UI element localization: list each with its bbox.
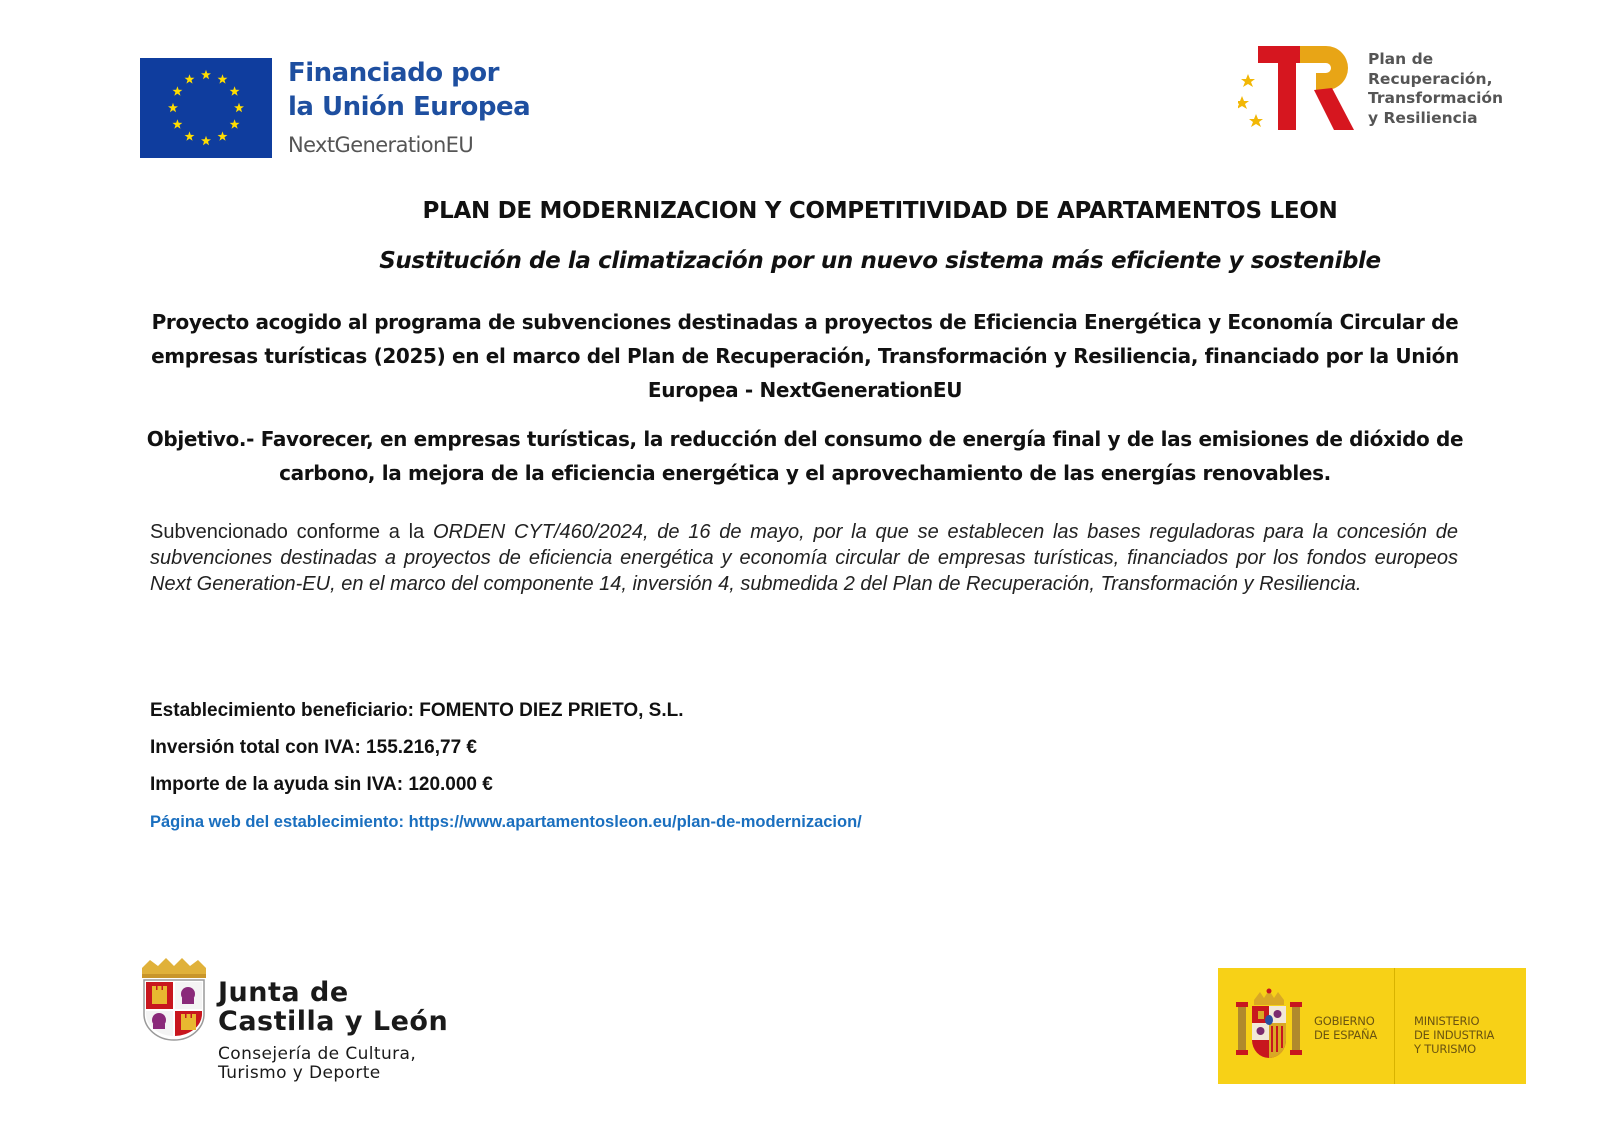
junta-castilla-leon-logo: [138, 956, 478, 1086]
importe-line: Importe de la ayuda sin IVA: 120.000 €: [150, 774, 493, 795]
document-title: PLAN DE MODERNIZACION Y COMPETITIVIDAD DE APARTAMENTOS LEON: [422, 198, 1338, 224]
eu-star-icon: [230, 119, 240, 128]
eu-star-icon: [234, 103, 244, 112]
spain-coat-of-arms-icon: [1236, 988, 1302, 1066]
ministerio-line: DE INDUSTRIA: [1414, 1028, 1495, 1042]
eu-star-icon: [172, 119, 182, 128]
document-subtitle: Sustitución de la climatización por un nuevo sistema más eficiente y sostenible: [379, 248, 1381, 274]
eu-star-icon: [201, 70, 211, 79]
gobierno-espana-logo: [1218, 968, 1526, 1084]
prtr-line: Transformación: [1368, 89, 1504, 107]
prtr-line: Plan de: [1368, 50, 1434, 68]
ministerio-text: [1414, 1014, 1494, 1056]
junta-name: [218, 978, 448, 1036]
subvencion-prefix: Subvencionado conforme a la: [150, 521, 433, 543]
eu-star-icon: [230, 86, 240, 95]
gobierno-divider: [1394, 968, 1395, 1084]
orden-reference: ORDEN CYT/460/2024, de 16 de mayo, por la que se establecen las bases reguladoras para la concesión de subvenciones destinadas a proyectos de eficiencia energética y economía circular de empresas turísticas, financiados por los fondos europeos Next Generation-EU, en el marco del componente 14, inversión 4, submedida 2 del Plan de Recuperación, Transformación y Resiliencia.: [150, 521, 1458, 595]
eu-star-icon: [218, 131, 228, 140]
junta-coat-of-arms-icon: [138, 956, 210, 1044]
junta-department: [218, 1045, 416, 1083]
junta-dept-line: Consejería de Cultura,: [218, 1044, 417, 1064]
eu-star-icon: [185, 74, 195, 83]
proyecto-paragraph: Proyecto acogido al programa de subvenciones destinadas a proyectos de Eficiencia Energética y Economía Circular de empresas turísticas (2025) en el marco del Plan de Recuperación, Transformación y Resiliencia, financiado por la Unión Europea - NextGenerationEU: [151, 310, 1459, 402]
eu-logo-line-2: la Unión Europea: [288, 92, 531, 122]
ministerio-line: MINISTERIO: [1414, 1014, 1480, 1028]
eu-star-icon: [168, 103, 178, 112]
junta-dept-line: Turismo y Deporte: [218, 1063, 381, 1083]
ministerio-line: Y TURISMO: [1414, 1042, 1476, 1056]
prtr-emblem-icon: [1238, 44, 1366, 136]
prtr-logo-text: [1368, 50, 1503, 128]
eu-star-icon: [172, 86, 182, 95]
eu-star-icon: [185, 131, 195, 140]
objetivo-paragraph: Objetivo.- Favorecer, en empresas turísticas, la reducción del consumo de energía final y de las emisiones de dióxido de carbono, la mejora de la eficiencia energética y el aprovechamiento de las energías renovables.: [146, 427, 1464, 485]
eu-funding-logo: [140, 58, 531, 160]
website-link[interactable]: Página web del establecimiento: https://www.apartamentosleon.eu/plan-de-modernizacion/: [150, 813, 862, 831]
prtr-line: y Resiliencia: [1368, 108, 1478, 127]
prtr-logo: [1238, 44, 1528, 136]
subvencion-paragraph: [150, 519, 1458, 597]
eu-logo-line-1: Financiado por: [288, 58, 499, 88]
junta-name-line: Junta de: [218, 977, 349, 1008]
eu-logo-line-3: NextGenerationEU: [288, 133, 474, 157]
eu-flag-icon: [140, 58, 272, 158]
junta-name-line: Castilla y León: [218, 1006, 449, 1037]
inversion-line: Inversión total con IVA: 155.216,77 €: [150, 737, 477, 758]
beneficiario-line: Establecimiento beneficiario: FOMENTO DIEZ PRIETO, S.L.: [150, 700, 684, 721]
gobierno-text: [1314, 1014, 1377, 1042]
eu-star-icon: [218, 74, 228, 83]
eu-star-icon: [201, 136, 211, 145]
gobierno-line: GOBIERNO: [1314, 1014, 1375, 1028]
prtr-line: Recuperación,: [1368, 69, 1493, 88]
gobierno-line: DE ESPAÑA: [1314, 1028, 1378, 1042]
